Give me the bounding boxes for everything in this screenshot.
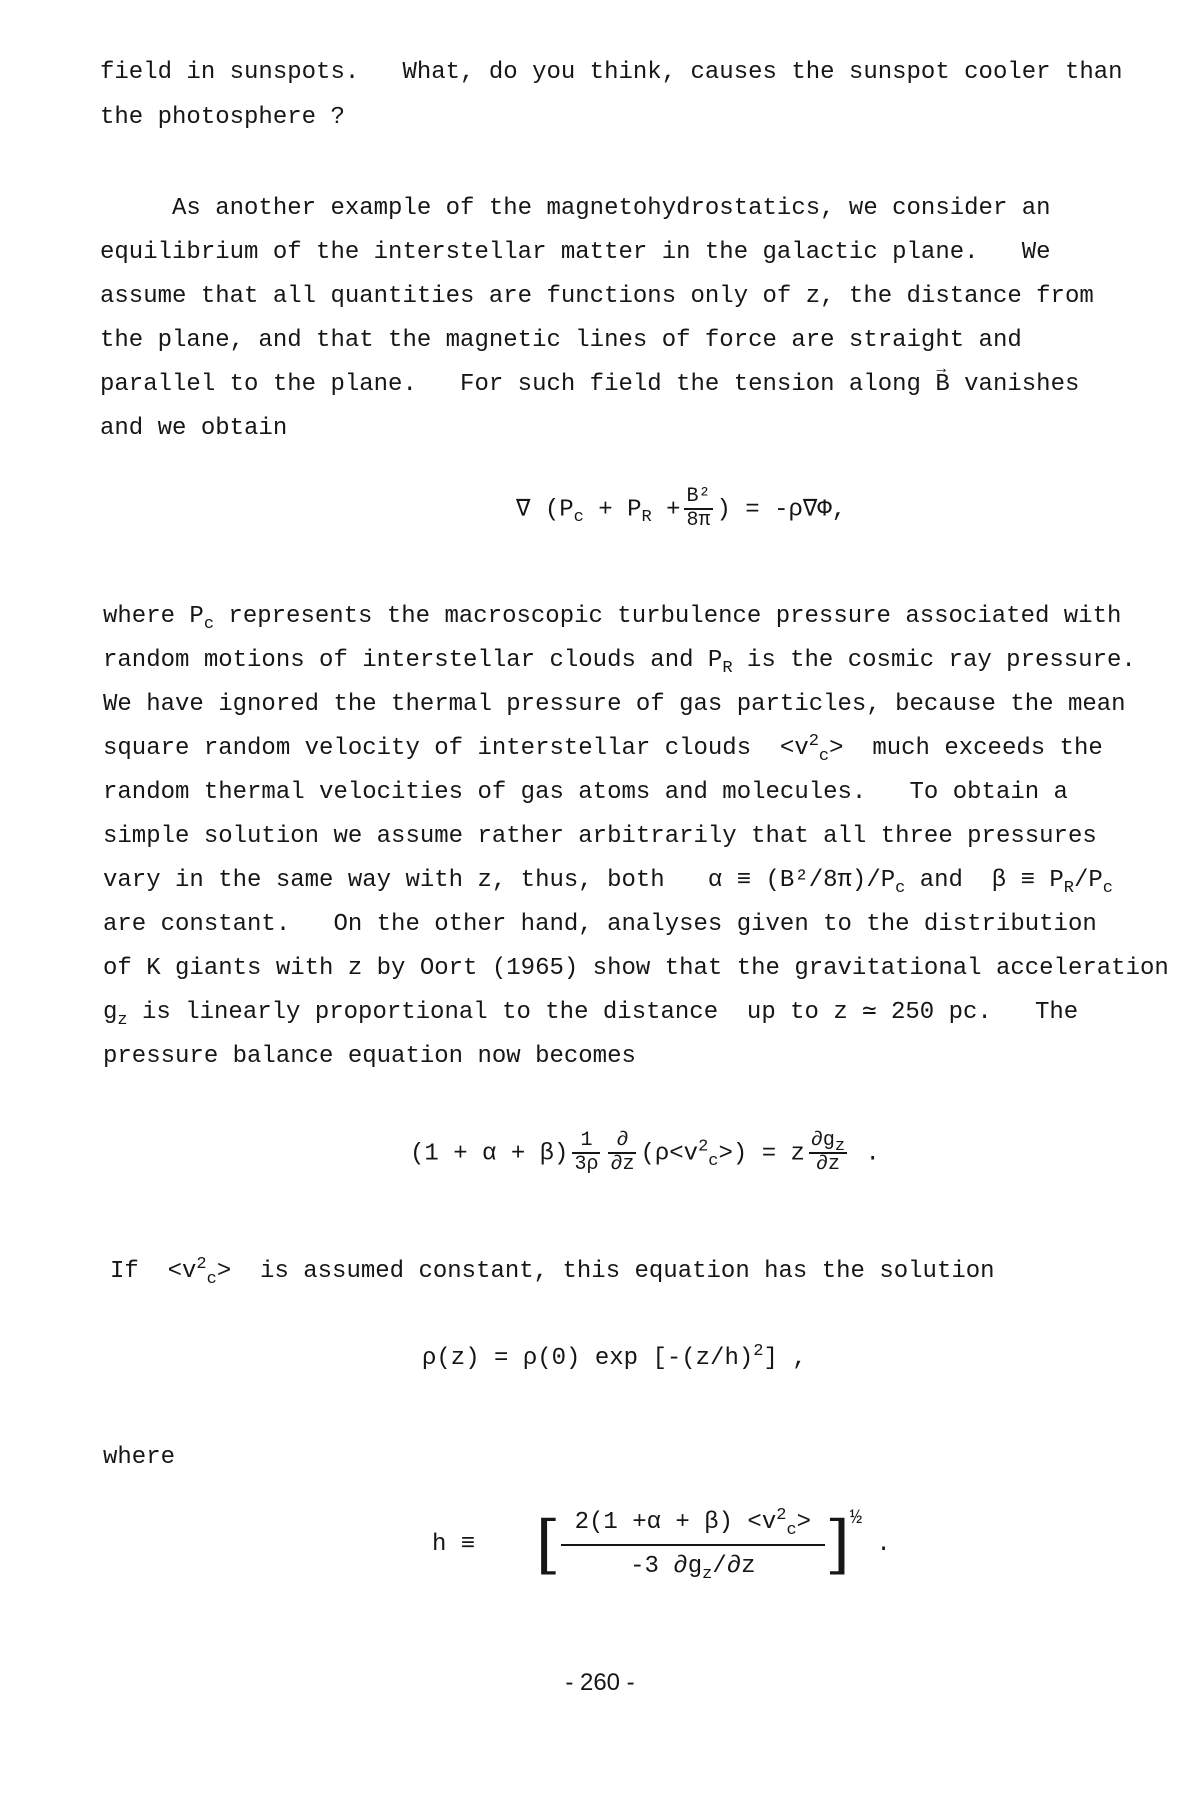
intro-line-2: the photosphere ? <box>100 104 345 131</box>
para2-line-3: We have ignored the thermal pressure of gas particles, because the mean <box>103 691 1126 718</box>
para2-line-10: $g_z$ is linearly proportional to the distance up to z ≃ 250 pc. The <box>103 999 1079 1030</box>
where-label: where <box>103 1444 176 1471</box>
para1-line-4: the plane, and that the magnetic lines of force are straight and <box>100 327 1022 354</box>
vector-b: → B <box>935 370 949 400</box>
open-bracket: [ <box>535 1508 561 1582</box>
close-bracket: ] <box>825 1508 851 1582</box>
para1-line-3: assume that all quantities are functions only of z, the distance from <box>100 283 1094 310</box>
para1-line-5: parallel to the plane. For such field the tension along → B vanishes <box>100 370 1079 400</box>
equation-density-gradient: (1 + α + β) $\frac{1}{3\rho}$ $\frac{\partial}{\partial z}$ $(\rho<v^2_c>) = z$ $\frac{\partial g_z}{\partial z}$ . <box>410 1129 880 1176</box>
para2-line-9: of K giants with z by Oort (1965) show that the gravitational acceleration <box>103 955 1169 982</box>
fraction-scale-height: $\frac{2(1 +\alpha + \beta) <v^2_c>}{-3 \partial g_z/\partial z}$ <box>561 1508 825 1582</box>
fraction-partial-z: $\frac{\partial}{\partial z}$ <box>610 1129 635 1176</box>
fraction-dgz-dz: $\frac{\partial g_z}{\partial z}$ <box>810 1129 846 1176</box>
para2-line-5: random thermal velocities of gas atoms and molecules. To obtain a <box>103 779 1068 806</box>
intro-line-1: field in sunspots. What, do you think, causes the sunspot cooler than <box>100 59 1123 86</box>
para2-line-2: random motions of interstellar clouds and $P_R$ is the cosmic ray pressure. <box>103 647 1136 678</box>
para1-line-1: As another example of the magnetohydrostatics, we consider an <box>100 195 1051 222</box>
equation-density-solution: ρ(z) = ρ(0) $\exp [-(z/h)^2]$ , <box>422 1342 807 1372</box>
equation-scale-height: h ≡ [ $\frac{2(1 +\alpha + \beta) <v^2_c>}{-3 \partial g_z/\partial z}$ ]½ . <box>432 1506 891 1584</box>
para1-line-2: equilibrium of the interstellar matter in the galactic plane. We <box>100 239 1051 266</box>
para2-line-1: where $P_c$ represents the macroscopic turbulence pressure associated with <box>103 603 1122 634</box>
para2-line-8: are constant. On the other hand, analyses given to the distribution <box>103 911 1097 938</box>
page-number: - 260 - <box>565 1669 635 1696</box>
exponent-half: ½ <box>850 1507 863 1530</box>
para2-line-11: pressure balance equation now becomes <box>103 1043 636 1070</box>
fraction-b2-8pi: $\frac{\text{B²}}{8\pi}$ <box>686 485 711 532</box>
para2-line-4: square random velocity of interstellar clouds $<v^2_c>$ much exceeds the <box>103 732 1103 766</box>
equation-pressure-balance: ∇ ($P_c + P_R$ + $\frac{\text{B²}}{8\pi}$ ) = -ρ∇Φ, <box>516 485 847 532</box>
para3-line: $If <v^2_c>$ is assumed constant, this equation has the solution <box>110 1255 995 1289</box>
para2-line-6: simple solution we assume rather arbitrarily that all three pressures <box>103 823 1097 850</box>
fraction-one-over-3rho: $\frac{1}{3\rho}$ <box>574 1129 599 1176</box>
para2-line-7: vary in the same way with z, thus, both $\alpha \equiv (B^2/8\pi)/P_c$ and $\beta \equiv P_R/P_c$ <box>103 867 1113 898</box>
para1-line-6: and we obtain <box>100 415 288 442</box>
